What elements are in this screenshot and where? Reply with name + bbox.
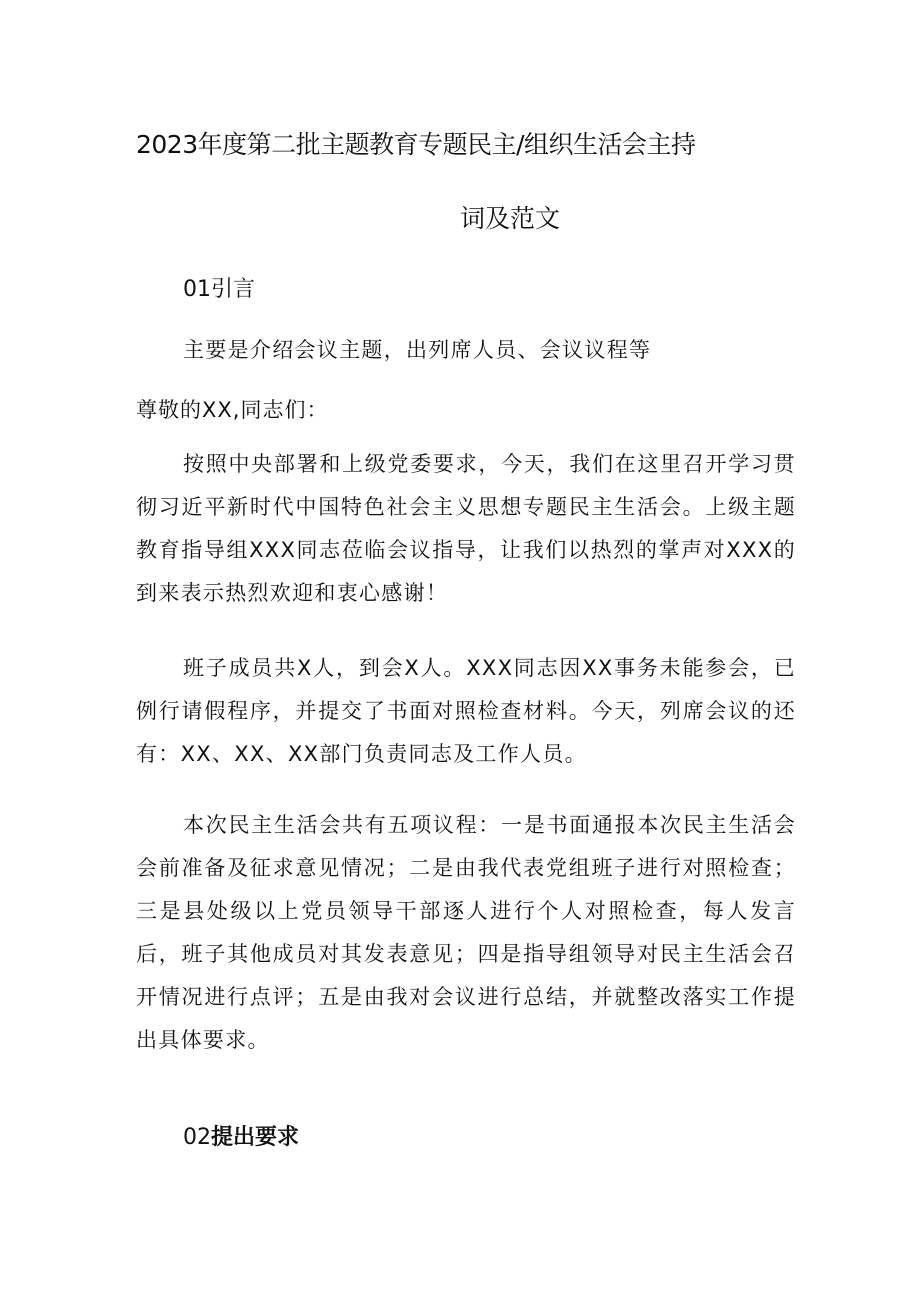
section-2-heading [183,1123,299,1153]
document-title-line-1: 2023年度第二批主题教育专题民主/组织生活会主持 [136,130,696,159]
paragraph-attendance: 班子成员共X人，到会X人。XXX同志因XX事务未能参会，已例行请假程序，并提交了书面对照检查材料。今天，列席会议的还有：XX、XX、XX部门负责同志及工作人员。 [136,656,796,766]
paragraph-opening: 按照中央部署和上级党委要求，今天，我们在这里召开学习贯彻习近平新时代中国特色社会主义思想专题民主生活会。上级主题教育指导组XXX同志莅临会议指导，让我们以热烈的掌声对XXX的到来表示热烈欢迎和衷心感谢！ [136,452,796,605]
section-2-heading-number: 02 [183,1125,211,1150]
salutation: 尊敬的XX,同志们： [136,398,329,422]
section-1-intro-note: 主要是介绍会议主题，出列席人员、会议议程等 [183,338,652,362]
paragraph-agenda: 本次民主生活会共有五项议程：一是书面通报本次民主生活会会前准备及征求意见情况；二是由我代表党组班子进行对照检查；三是县处级以上党员领导干部逐人进行个人对照检查，每人发言后，班子其他成员对其发表意见；四是指导组领导对民主生活会召开情况进行点评；五是由我对会议进行总结，并就整改落实工作提出具体要求。 [136,813,796,1052]
section-1-heading: 01引言 [183,277,255,302]
section-2-heading-text: 提出要求 [211,1125,300,1150]
document-title-line-2: 词及范文 [459,204,560,233]
